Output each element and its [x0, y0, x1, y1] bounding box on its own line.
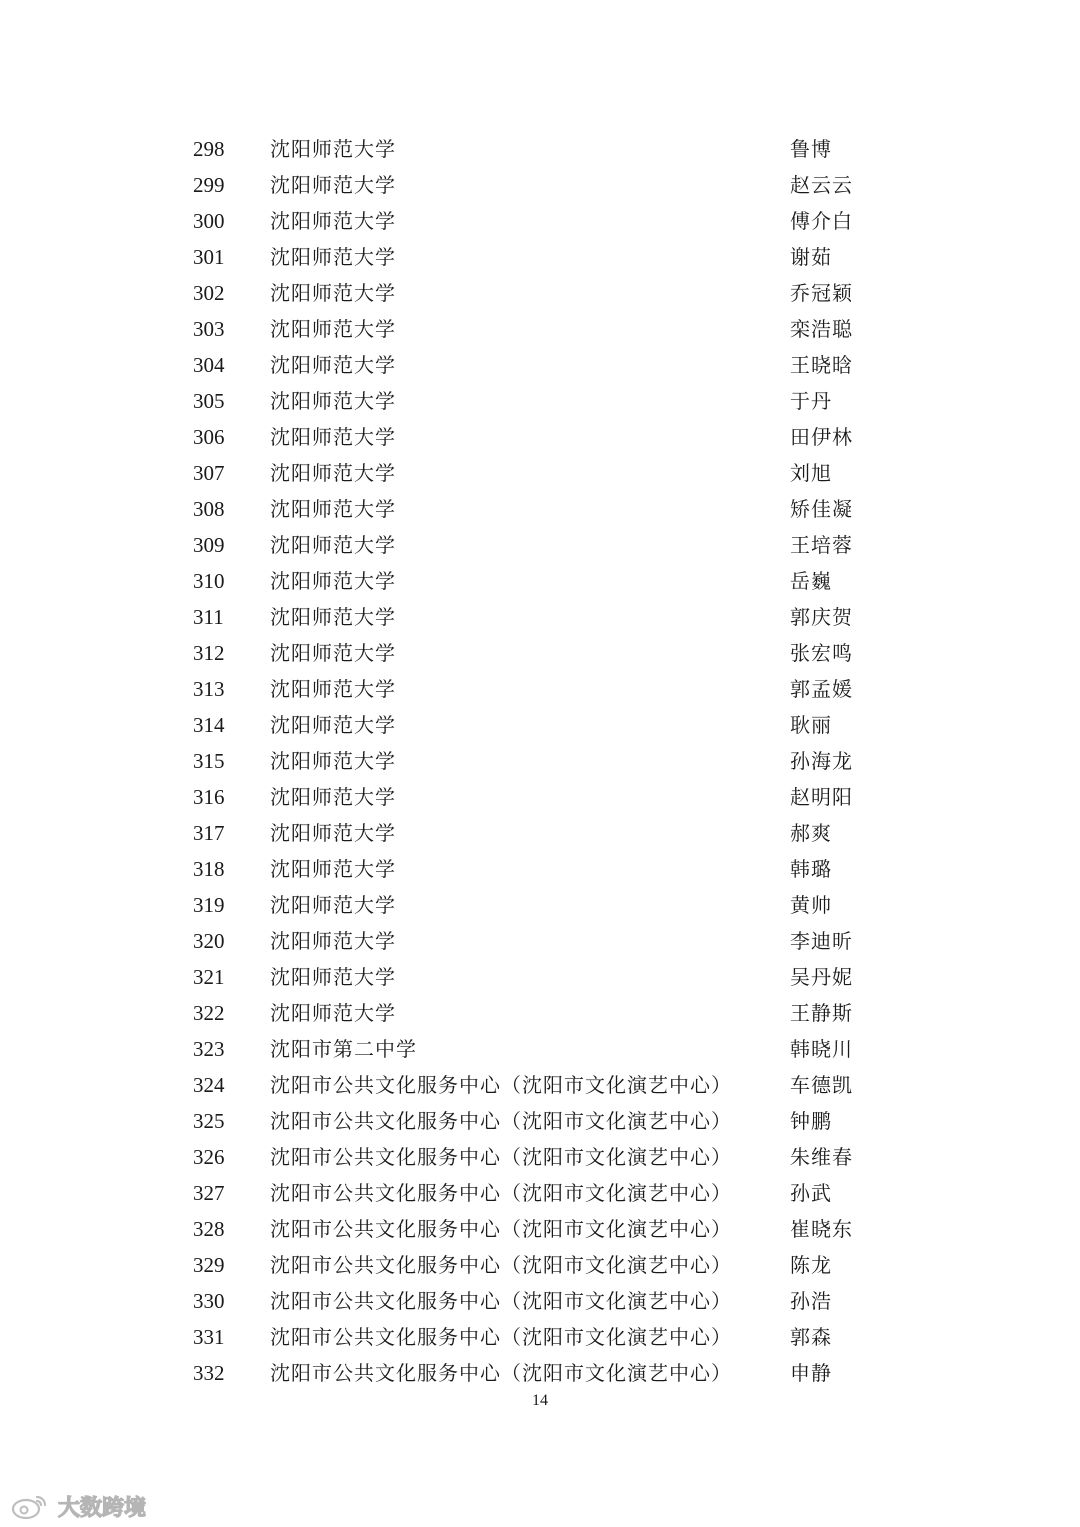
row-person-name: 谢茹 — [790, 245, 832, 269]
row-organization: 沈阳市公共文化服务中心（沈阳市文化演艺中心） — [270, 1253, 732, 1277]
row-person-name: 栾浩聪 — [790, 317, 853, 341]
row-person-name: 矫佳凝 — [790, 497, 853, 521]
row-number: 324 — [193, 1073, 225, 1097]
row-person-name: 郭孟媛 — [790, 677, 853, 701]
row-organization: 沈阳师范大学 — [270, 929, 396, 953]
table-row — [0, 1355, 1080, 1391]
row-organization: 沈阳师范大学 — [270, 857, 396, 881]
row-number: 327 — [193, 1181, 225, 1205]
table-row — [0, 851, 1080, 887]
page-number: 14 — [532, 1392, 548, 1409]
table-row — [0, 167, 1080, 203]
row-number: 317 — [193, 821, 225, 845]
table-row — [0, 887, 1080, 923]
row-organization: 沈阳市公共文化服务中心（沈阳市文化演艺中心） — [270, 1289, 732, 1313]
row-organization: 沈阳师范大学 — [270, 893, 396, 917]
row-number: 320 — [193, 929, 225, 953]
row-person-name: 刘旭 — [790, 461, 832, 485]
row-organization: 沈阳市公共文化服务中心（沈阳市文化演艺中心） — [270, 1145, 732, 1169]
table-row — [0, 1211, 1080, 1247]
row-organization: 沈阳师范大学 — [270, 605, 396, 629]
row-person-name: 孙海龙 — [790, 749, 853, 773]
table-row — [0, 995, 1080, 1031]
row-number: 303 — [193, 317, 225, 341]
table-row — [0, 959, 1080, 995]
weibo-logo-icon — [10, 1491, 50, 1521]
row-organization: 沈阳师范大学 — [270, 281, 396, 305]
row-organization: 沈阳市公共文化服务中心（沈阳市文化演艺中心） — [270, 1109, 732, 1133]
row-number: 298 — [193, 137, 225, 161]
table-row — [0, 1031, 1080, 1067]
row-person-name: 吴丹妮 — [790, 965, 853, 989]
row-organization: 沈阳市公共文化服务中心（沈阳市文化演艺中心） — [270, 1181, 732, 1205]
row-organization: 沈阳师范大学 — [270, 749, 396, 773]
row-number: 323 — [193, 1037, 225, 1061]
row-number: 330 — [193, 1289, 225, 1313]
row-number: 319 — [193, 893, 225, 917]
row-person-name: 黄帅 — [790, 893, 832, 917]
row-organization: 沈阳师范大学 — [270, 965, 396, 989]
row-number: 312 — [193, 641, 225, 665]
row-number: 313 — [193, 677, 225, 701]
row-organization: 沈阳师范大学 — [270, 425, 396, 449]
row-number: 304 — [193, 353, 225, 377]
table-row — [0, 1175, 1080, 1211]
table-row — [0, 815, 1080, 851]
table-row — [0, 599, 1080, 635]
row-organization: 沈阳师范大学 — [270, 389, 396, 413]
row-number: 329 — [193, 1253, 225, 1277]
row-organization: 沈阳师范大学 — [270, 245, 396, 269]
row-number: 309 — [193, 533, 225, 557]
row-person-name: 陈龙 — [790, 1253, 832, 1277]
row-number: 301 — [193, 245, 225, 269]
table-row — [0, 1103, 1080, 1139]
table-row — [0, 671, 1080, 707]
row-person-name: 耿丽 — [790, 713, 832, 737]
row-organization: 沈阳师范大学 — [270, 569, 396, 593]
table-row — [0, 383, 1080, 419]
row-person-name: 孙浩 — [790, 1289, 832, 1313]
row-organization: 沈阳师范大学 — [270, 1001, 396, 1025]
row-person-name: 王静斯 — [790, 1001, 853, 1025]
row-person-name: 郭森 — [790, 1325, 832, 1349]
row-number: 328 — [193, 1217, 225, 1241]
row-number: 332 — [193, 1361, 225, 1385]
name-list-table — [0, 131, 1080, 1391]
table-row — [0, 707, 1080, 743]
table-row — [0, 239, 1080, 275]
row-organization: 沈阳师范大学 — [270, 209, 396, 233]
row-organization: 沈阳市公共文化服务中心（沈阳市文化演艺中心） — [270, 1073, 732, 1097]
watermark-text: 大数跨境 — [58, 1495, 147, 1521]
row-organization: 沈阳师范大学 — [270, 353, 396, 377]
table-row — [0, 347, 1080, 383]
row-person-name: 鲁博 — [790, 137, 832, 161]
row-organization: 沈阳师范大学 — [270, 785, 396, 809]
watermark — [10, 1488, 146, 1524]
row-person-name: 韩晓川 — [790, 1037, 853, 1061]
table-row — [0, 527, 1080, 563]
row-person-name: 张宏鸣 — [790, 641, 853, 665]
row-number: 311 — [193, 605, 224, 629]
row-organization: 沈阳师范大学 — [270, 497, 396, 521]
table-row — [0, 779, 1080, 815]
row-number: 305 — [193, 389, 225, 413]
row-person-name: 于丹 — [790, 389, 832, 413]
row-organization: 沈阳市公共文化服务中心（沈阳市文化演艺中心） — [270, 1217, 732, 1241]
table-row — [0, 635, 1080, 671]
row-person-name: 田伊林 — [790, 425, 853, 449]
table-row — [0, 455, 1080, 491]
table-row — [0, 203, 1080, 239]
row-person-name: 李迪昕 — [790, 929, 853, 953]
row-number: 326 — [193, 1145, 225, 1169]
table-row — [0, 131, 1080, 167]
table-row — [0, 743, 1080, 779]
row-organization: 沈阳市公共文化服务中心（沈阳市文化演艺中心） — [270, 1361, 732, 1385]
row-organization: 沈阳师范大学 — [270, 533, 396, 557]
row-person-name: 赵云云 — [790, 173, 853, 197]
row-person-name: 赵明阳 — [790, 785, 853, 809]
row-organization: 沈阳师范大学 — [270, 317, 396, 341]
table-row — [0, 923, 1080, 959]
row-person-name: 崔晓东 — [790, 1217, 853, 1241]
table-row — [0, 563, 1080, 599]
table-row — [0, 491, 1080, 527]
row-number: 307 — [193, 461, 225, 485]
row-number: 308 — [193, 497, 225, 521]
table-row — [0, 275, 1080, 311]
table-row — [0, 1067, 1080, 1103]
row-number: 314 — [193, 713, 225, 737]
row-person-name: 王培蓉 — [790, 533, 853, 557]
row-organization: 沈阳师范大学 — [270, 461, 396, 485]
row-person-name: 郭庆贺 — [790, 605, 853, 629]
row-person-name: 郝爽 — [790, 821, 832, 845]
row-number: 302 — [193, 281, 225, 305]
row-person-name: 车德凯 — [790, 1073, 853, 1097]
row-number: 306 — [193, 425, 225, 449]
row-organization: 沈阳师范大学 — [270, 641, 396, 665]
row-number: 299 — [193, 173, 225, 197]
row-number: 315 — [193, 749, 225, 773]
row-number: 316 — [193, 785, 225, 809]
row-person-name: 岳巍 — [790, 569, 832, 593]
row-number: 325 — [193, 1109, 225, 1133]
table-row — [0, 1283, 1080, 1319]
row-organization: 沈阳师范大学 — [270, 677, 396, 701]
row-organization: 沈阳师范大学 — [270, 821, 396, 845]
row-organization: 沈阳市第二中学 — [270, 1037, 417, 1061]
row-organization: 沈阳市公共文化服务中心（沈阳市文化演艺中心） — [270, 1325, 732, 1349]
row-number: 300 — [193, 209, 225, 233]
table-row — [0, 419, 1080, 455]
table-row — [0, 1247, 1080, 1283]
row-organization: 沈阳师范大学 — [270, 137, 396, 161]
row-number: 322 — [193, 1001, 225, 1025]
row-person-name: 朱维春 — [790, 1145, 853, 1169]
row-organization: 沈阳师范大学 — [270, 173, 396, 197]
row-organization: 沈阳师范大学 — [270, 713, 396, 737]
row-person-name: 韩璐 — [790, 857, 832, 881]
row-person-name: 乔冠颖 — [790, 281, 853, 305]
row-number: 318 — [193, 857, 225, 881]
row-person-name: 申静 — [790, 1361, 832, 1385]
row-person-name: 王晓晗 — [790, 353, 853, 377]
row-person-name: 孙武 — [790, 1181, 832, 1205]
table-row — [0, 1139, 1080, 1175]
row-number: 331 — [193, 1325, 225, 1349]
table-row — [0, 1319, 1080, 1355]
row-number: 321 — [193, 965, 225, 989]
row-person-name: 钟鹏 — [790, 1109, 832, 1133]
row-person-name: 傅介白 — [790, 209, 853, 233]
row-number: 310 — [193, 569, 225, 593]
table-row — [0, 311, 1080, 347]
